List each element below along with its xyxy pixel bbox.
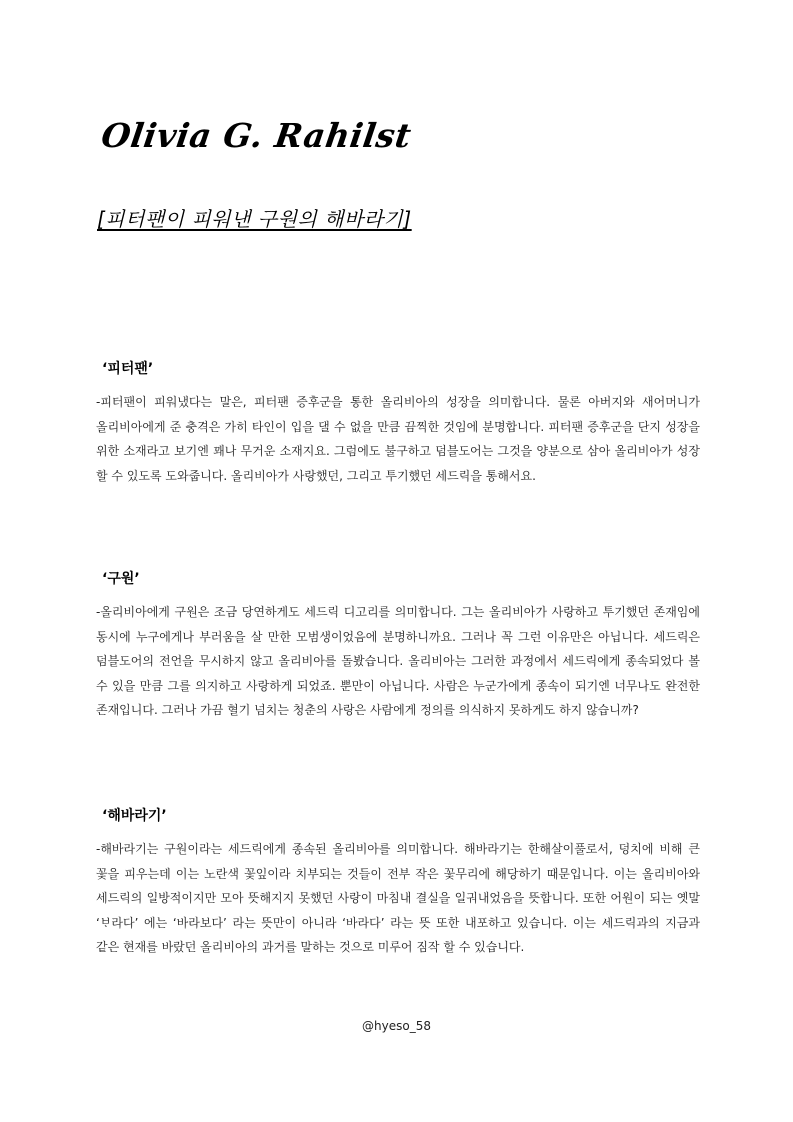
footer-handle: @hyeso_58: [362, 1019, 431, 1033]
section-body: -올리비아에게 구원은 조금 당연하게도 세드릭 디고리를 의미합니다. 그는 올리비아가 사랑하고 투기했던 존재임에 동시에 누구에게나 부러움을 살 만한 모범생이었음에 분명하니까요. 그러나 꼭 그런 이유만은 아닙니다. 세드릭은 덤블도어의 전언을 무시하지 않고 올리비아를 돌봤습니다. 올리비아는 그러한 과정에서 세드릭에게 종속되었다 볼 수 있을 만큼 그를 의지하고 사랑하게 되었죠. 뿐만이 아닙니다. 사람은 누군가에게 종속이 되기엔 너무나도 완전한 존재입니다. 그러나 가끔 혈기 넘치는 청춘의 사랑은 사람에게 정의를 의식하지 못하게도 하지 않습니까?: [96, 605, 700, 717]
section-body: -피터팬이 피워냈다는 말은, 피터팬 증후군을 통한 올리비아의 성장을 의미합니다. 물론 아버지와 새어머니가 올리비아에게 준 충격은 가히 타인이 입을 댈 수 없을 만큼 끔찍한 것임에 분명합니다. 피터팬 증후군을 단지 성장을 위한 소재라고 보기엔 꽤나 무거운 소재지요. 그럼에도 불구하고 덤블도어는 그것을 양분으로 삼아 올리비아가 성장 할 수 있도록 도와줍니다. 올리비아가 사랑했던, 그리고 투기했던 세드릭을 통해서요.: [96, 395, 700, 483]
section-heading: ‘구원’: [102, 571, 140, 587]
author-signature: Olivia G. Rahilst: [99, 116, 414, 155]
section-salvation: [96, 568, 700, 723]
section-sunflower: [96, 805, 700, 960]
section-heading: ‘해바라기’: [102, 808, 167, 824]
document-title: [피터팬이 피워낸 구원의 해바라기]: [97, 207, 412, 231]
section-body: -해바라기는 구원이라는 세드릭에게 종속된 올리비아를 의미합니다. 해바라기는 한해살이풀로서, 덩치에 비해 큰 꽃을 피우는데 이는 노란색 꽃잎이라 치부되는 것들이 전부 작은 꽃무리에 해당하기 때문입니다. 이는 올리비아와 세드릭의 일방적이지만 모아 뜻해지지 못했던 사랑이 마침내 결실을 일궈내었음을 뜻합니다. 또한 어원이 되는 옛말 ‘ᄇᆞ라다’ 에는 ‘바라보다’ 라는 뜻만이 아니라 ‘바라다’ 라는 뜻 또한 내포하고 있습니다. 이는 세드릭과의 지금과 같은 현재를 바랐던 올리비아의 과거를 말하는 것으로 미루어 짐작 할 수 있습니다.: [96, 842, 700, 954]
section-peter-pan: [96, 358, 700, 488]
section-heading: ‘피터팬’: [102, 361, 154, 377]
